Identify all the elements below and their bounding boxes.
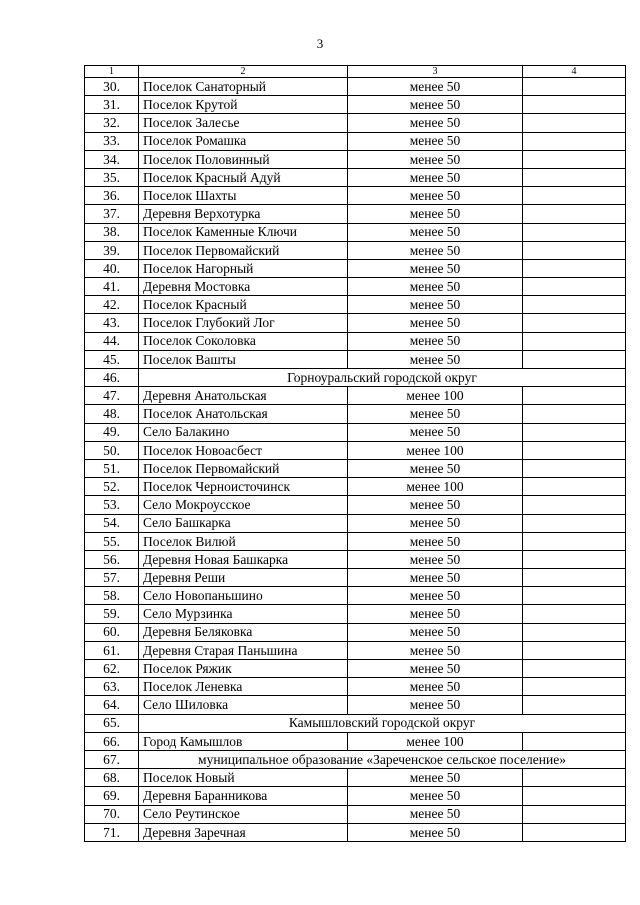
population-value: менее 50 (348, 569, 523, 587)
settlement-name: Поселок Красный Адуй (139, 168, 348, 186)
empty-cell (523, 187, 626, 205)
table-row (85, 78, 626, 96)
section-row (85, 750, 626, 768)
row-number: 40. (85, 259, 139, 277)
row-number: 44. (85, 332, 139, 350)
empty-cell (523, 241, 626, 259)
table-row (85, 569, 626, 587)
settlements-table (84, 65, 626, 842)
row-number: 34. (85, 150, 139, 168)
empty-cell (523, 96, 626, 114)
settlement-name: Поселок Первомайский (139, 241, 348, 259)
empty-cell (523, 278, 626, 296)
empty-cell (523, 405, 626, 423)
settlement-name: Поселок Леневка (139, 678, 348, 696)
header-col-4: 4 (523, 66, 626, 78)
settlement-name: Село Шиловка (139, 696, 348, 714)
header-col-3: 3 (348, 66, 523, 78)
empty-cell (523, 78, 626, 96)
row-number: 71. (85, 823, 139, 841)
settlement-name: Село Реутинское (139, 805, 348, 823)
table-row (85, 641, 626, 659)
row-number: 60. (85, 623, 139, 641)
empty-cell (523, 259, 626, 277)
settlement-name: Поселок Вилюй (139, 532, 348, 550)
population-value: менее 50 (348, 769, 523, 787)
page-number: 3 (316, 36, 324, 51)
row-number: 62. (85, 660, 139, 678)
settlement-name: Деревня Верхотурка (139, 205, 348, 223)
empty-cell (523, 532, 626, 550)
row-number: 55. (85, 532, 139, 550)
settlement-name: Поселок Анатольская (139, 405, 348, 423)
table-row (85, 496, 626, 514)
empty-cell (523, 296, 626, 314)
table-row (85, 350, 626, 368)
settlement-name: Поселок Вашты (139, 350, 348, 368)
section-row (85, 369, 626, 387)
row-number: 35. (85, 168, 139, 186)
population-value: менее 50 (348, 223, 523, 241)
table-row (85, 696, 626, 714)
empty-cell (523, 350, 626, 368)
table-row (85, 405, 626, 423)
table-row (85, 423, 626, 441)
settlement-name: Поселок Залесье (139, 114, 348, 132)
table-row (85, 223, 626, 241)
empty-cell (523, 205, 626, 223)
settlement-name: Деревня Старая Паньшина (139, 641, 348, 659)
settlement-name: Поселок Глубокий Лог (139, 314, 348, 332)
row-number: 54. (85, 514, 139, 532)
table-row (85, 823, 626, 841)
population-value: менее 50 (348, 314, 523, 332)
empty-cell (523, 150, 626, 168)
population-value: менее 50 (348, 241, 523, 259)
settlement-name: Поселок Ромашка (139, 132, 348, 150)
table-row (85, 259, 626, 277)
table-row (85, 587, 626, 605)
table-row (85, 550, 626, 568)
table-row (85, 278, 626, 296)
header-row (85, 66, 626, 78)
table-row (85, 532, 626, 550)
empty-cell (523, 441, 626, 459)
table-row (85, 478, 626, 496)
settlement-name: Поселок Нагорный (139, 259, 348, 277)
table-row (85, 205, 626, 223)
settlement-name: Село Башкарка (139, 514, 348, 532)
table-row (85, 241, 626, 259)
population-value: менее 50 (348, 823, 523, 841)
table-row (85, 314, 626, 332)
empty-cell (523, 550, 626, 568)
row-number: 42. (85, 296, 139, 314)
settlement-name: Поселок Шахты (139, 187, 348, 205)
row-number: 36. (85, 187, 139, 205)
table-row (85, 805, 626, 823)
row-number: 68. (85, 769, 139, 787)
population-value: менее 50 (348, 405, 523, 423)
population-value: менее 50 (348, 205, 523, 223)
row-number: 65. (85, 714, 139, 732)
settlement-name: Деревня Заречная (139, 823, 348, 841)
row-number: 51. (85, 459, 139, 477)
population-value: менее 50 (348, 332, 523, 350)
empty-cell (523, 478, 626, 496)
table-row (85, 96, 626, 114)
row-number: 33. (85, 132, 139, 150)
settlement-name: Село Новопаньшино (139, 587, 348, 605)
row-number: 45. (85, 350, 139, 368)
empty-cell (523, 114, 626, 132)
table-header (85, 66, 626, 78)
empty-cell (523, 641, 626, 659)
population-value: менее 100 (348, 441, 523, 459)
population-value: менее 100 (348, 478, 523, 496)
settlement-name: Поселок Крутой (139, 96, 348, 114)
empty-cell (523, 660, 626, 678)
population-value: менее 50 (348, 78, 523, 96)
population-value: менее 50 (348, 168, 523, 186)
row-number: 43. (85, 314, 139, 332)
population-value: менее 50 (348, 150, 523, 168)
row-number: 46. (85, 369, 139, 387)
settlement-name: Город Камышлов (139, 732, 348, 750)
table-row (85, 441, 626, 459)
table-row (85, 114, 626, 132)
population-value: менее 50 (348, 605, 523, 623)
empty-cell (523, 787, 626, 805)
table-row (85, 150, 626, 168)
row-number: 52. (85, 478, 139, 496)
settlement-name: Поселок Новый (139, 769, 348, 787)
empty-cell (523, 696, 626, 714)
population-value: менее 50 (348, 187, 523, 205)
row-number: 37. (85, 205, 139, 223)
population-value: менее 100 (348, 387, 523, 405)
section-heading: муниципальное образование «Зареченское сельское поселение» (139, 750, 626, 768)
population-value: менее 100 (348, 732, 523, 750)
settlement-name: Село Мурзинка (139, 605, 348, 623)
population-value: менее 50 (348, 696, 523, 714)
settlement-name: Село Балакино (139, 423, 348, 441)
population-value: менее 50 (348, 514, 523, 532)
table-row (85, 678, 626, 696)
table-row (85, 132, 626, 150)
settlement-name: Поселок Каменные Ключи (139, 223, 348, 241)
empty-cell (523, 223, 626, 241)
table-row (85, 387, 626, 405)
empty-cell (523, 823, 626, 841)
row-number: 30. (85, 78, 139, 96)
row-number: 70. (85, 805, 139, 823)
settlement-name: Деревня Анатольская (139, 387, 348, 405)
population-value: менее 50 (348, 532, 523, 550)
settlement-name: Поселок Первомайский (139, 459, 348, 477)
header-col-2: 2 (139, 66, 348, 78)
empty-cell (523, 769, 626, 787)
population-value: менее 50 (348, 132, 523, 150)
row-number: 48. (85, 405, 139, 423)
settlement-name: Поселок Половинный (139, 150, 348, 168)
population-value: менее 50 (348, 641, 523, 659)
row-number: 38. (85, 223, 139, 241)
population-value: менее 50 (348, 787, 523, 805)
row-number: 67. (85, 750, 139, 768)
table-row (85, 605, 626, 623)
settlement-name: Деревня Баранникова (139, 787, 348, 805)
empty-cell (523, 423, 626, 441)
row-number: 31. (85, 96, 139, 114)
empty-cell (523, 132, 626, 150)
empty-cell (523, 496, 626, 514)
row-number: 64. (85, 696, 139, 714)
empty-cell (523, 605, 626, 623)
empty-cell (523, 332, 626, 350)
settlement-name: Поселок Красный (139, 296, 348, 314)
settlement-name: Деревня Реши (139, 569, 348, 587)
empty-cell (523, 805, 626, 823)
population-value: менее 50 (348, 496, 523, 514)
section-heading: Камышловский городской округ (139, 714, 626, 732)
table-row (85, 332, 626, 350)
table-row (85, 459, 626, 477)
population-value: менее 50 (348, 587, 523, 605)
row-number: 50. (85, 441, 139, 459)
row-number: 47. (85, 387, 139, 405)
empty-cell (523, 587, 626, 605)
empty-cell (523, 678, 626, 696)
population-value: менее 50 (348, 114, 523, 132)
row-number: 59. (85, 605, 139, 623)
settlement-name: Деревня Новая Башкарка (139, 550, 348, 568)
settlement-name: Поселок Новоасбест (139, 441, 348, 459)
settlement-name: Поселок Ряжик (139, 660, 348, 678)
row-number: 32. (85, 114, 139, 132)
row-number: 56. (85, 550, 139, 568)
settlement-name: Деревня Мостовка (139, 278, 348, 296)
row-number: 63. (85, 678, 139, 696)
table-body (85, 78, 626, 842)
table-row (85, 623, 626, 641)
settlement-name: Село Мокроусское (139, 496, 348, 514)
population-value: менее 50 (348, 550, 523, 568)
table-row (85, 787, 626, 805)
table-row (85, 187, 626, 205)
table-row (85, 732, 626, 750)
row-number: 61. (85, 641, 139, 659)
empty-cell (523, 459, 626, 477)
population-value: менее 50 (348, 805, 523, 823)
settlement-name: Деревня Беляковка (139, 623, 348, 641)
population-value: менее 50 (348, 278, 523, 296)
population-value: менее 50 (348, 350, 523, 368)
row-number: 69. (85, 787, 139, 805)
population-value: менее 50 (348, 459, 523, 477)
table-row (85, 296, 626, 314)
header-col-1: 1 (85, 66, 139, 78)
empty-cell (523, 314, 626, 332)
settlement-name: Поселок Черноисточинск (139, 478, 348, 496)
population-value: менее 50 (348, 423, 523, 441)
row-number: 66. (85, 732, 139, 750)
row-number: 49. (85, 423, 139, 441)
empty-cell (523, 623, 626, 641)
table-row (85, 660, 626, 678)
row-number: 53. (85, 496, 139, 514)
empty-cell (523, 732, 626, 750)
empty-cell (523, 168, 626, 186)
table-row (85, 514, 626, 532)
population-value: менее 50 (348, 96, 523, 114)
section-heading: Горноуральский городской округ (139, 369, 626, 387)
row-number: 39. (85, 241, 139, 259)
empty-cell (523, 387, 626, 405)
population-value: менее 50 (348, 623, 523, 641)
table-row (85, 168, 626, 186)
settlement-name: Поселок Санаторный (139, 78, 348, 96)
settlement-name: Поселок Соколовка (139, 332, 348, 350)
empty-cell (523, 514, 626, 532)
population-value: менее 50 (348, 296, 523, 314)
population-value: менее 50 (348, 660, 523, 678)
row-number: 58. (85, 587, 139, 605)
row-number: 41. (85, 278, 139, 296)
row-number: 57. (85, 569, 139, 587)
table-row (85, 769, 626, 787)
section-row (85, 714, 626, 732)
population-value: менее 50 (348, 259, 523, 277)
population-value: менее 50 (348, 678, 523, 696)
empty-cell (523, 569, 626, 587)
